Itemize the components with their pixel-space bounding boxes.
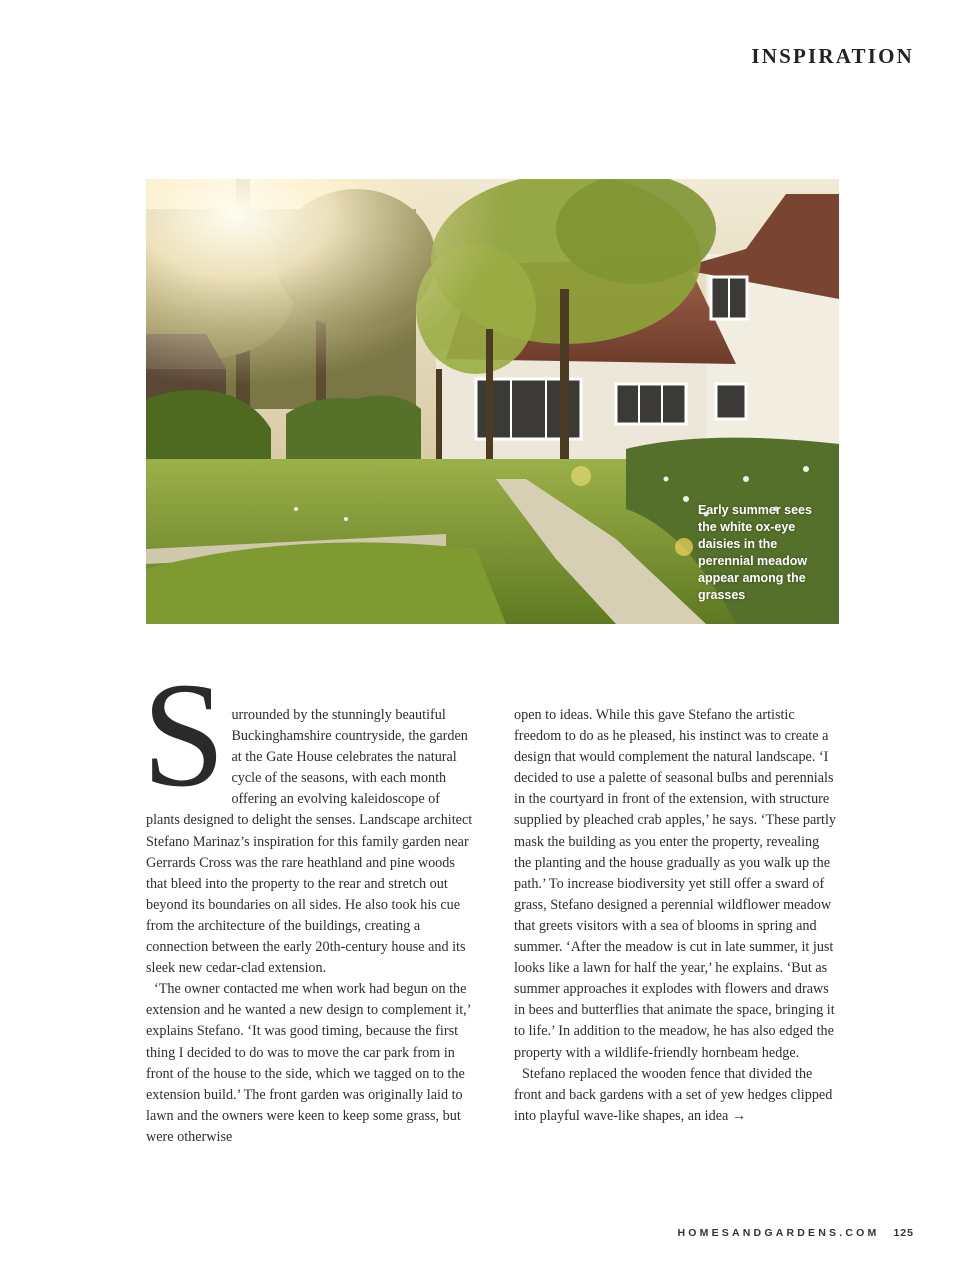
paragraph-text: urrounded by the stunningly beautiful Buckinghamshire countryside, the garden at the Gate House celebrates the natural cycle of the seasons, with each month offering an evolving kaleidoscope of plants designed to delight the senses. Landscape architect Stefano Marinaz’s inspiration for this family garden near Gerrards Cross was the rare heathland and pine woods that bleed into the property to the rear and stretch out beyond its boundaries on all sides. He also took his cue from the architecture of the buildings, creating a connection between the early 20th-century house and its sleek new cedar-clad extension. <box>146 707 473 977</box>
article-column-right <box>514 705 836 1127</box>
page-footer <box>677 1227 914 1239</box>
article-column-left <box>142 652 476 1148</box>
photo-caption: Early summer sees the white ox-eye daisies in the perennial meadow appear among the grasses <box>698 503 812 602</box>
article-paragraph <box>142 652 476 979</box>
article-paragraph: ‘The owner contacted me when work had begun on the extension and he wanted a new design to complement it,’ explains Stefano. ‘It was good timing, because the first thing I decided to do was to move the car park from in front of the house to the side, which we tagged on to the extension build.’ The front garden was originally laid to lawn and the owners were keen to keep some grass, but were otherwise <box>146 981 471 1145</box>
garden-photo <box>146 179 839 624</box>
article-paragraph: open to ideas. While this gave Stefano the artistic freedom to do as he pleased, his instinct was to create a design that would complement the natural landscape. ‘I decided to use a palette of seasonal bulbs and perennials in the courtyard in front of the extension, with structure supplied by pleached crab apples,’ he says. ‘These partly mask the building as you enter the property, revealing the planting and the house gradually as you walk up the path.’ To increase biodiversity yet still offer a sward of grass, Stefano designed a perennial wildflower meadow that greets visitors with a sea of blooms in spring and summer. ‘After the meadow is cut in late summer, it just looks like a lawn for half the year,’ he explains. ‘But as summer approaches it explodes with flowers and draws in bees and butterflies that animate the space, bringing it to life.’ In addition to the meadow, he has also edged the property with a wildlife-friendly hornbeam hedge. <box>514 707 836 1061</box>
page-number: 125 <box>893 1227 914 1239</box>
section-label: INSPIRATION <box>751 44 914 68</box>
site-name: HOMESANDGARDENS.COM <box>677 1227 880 1239</box>
drop-cap: S <box>142 652 226 818</box>
article-paragraph: Stefano replaced the wooden fence that divided the front and back gardens with a set of yew hedges clipped into playful wave-like shapes, an idea → <box>514 1065 833 1124</box>
